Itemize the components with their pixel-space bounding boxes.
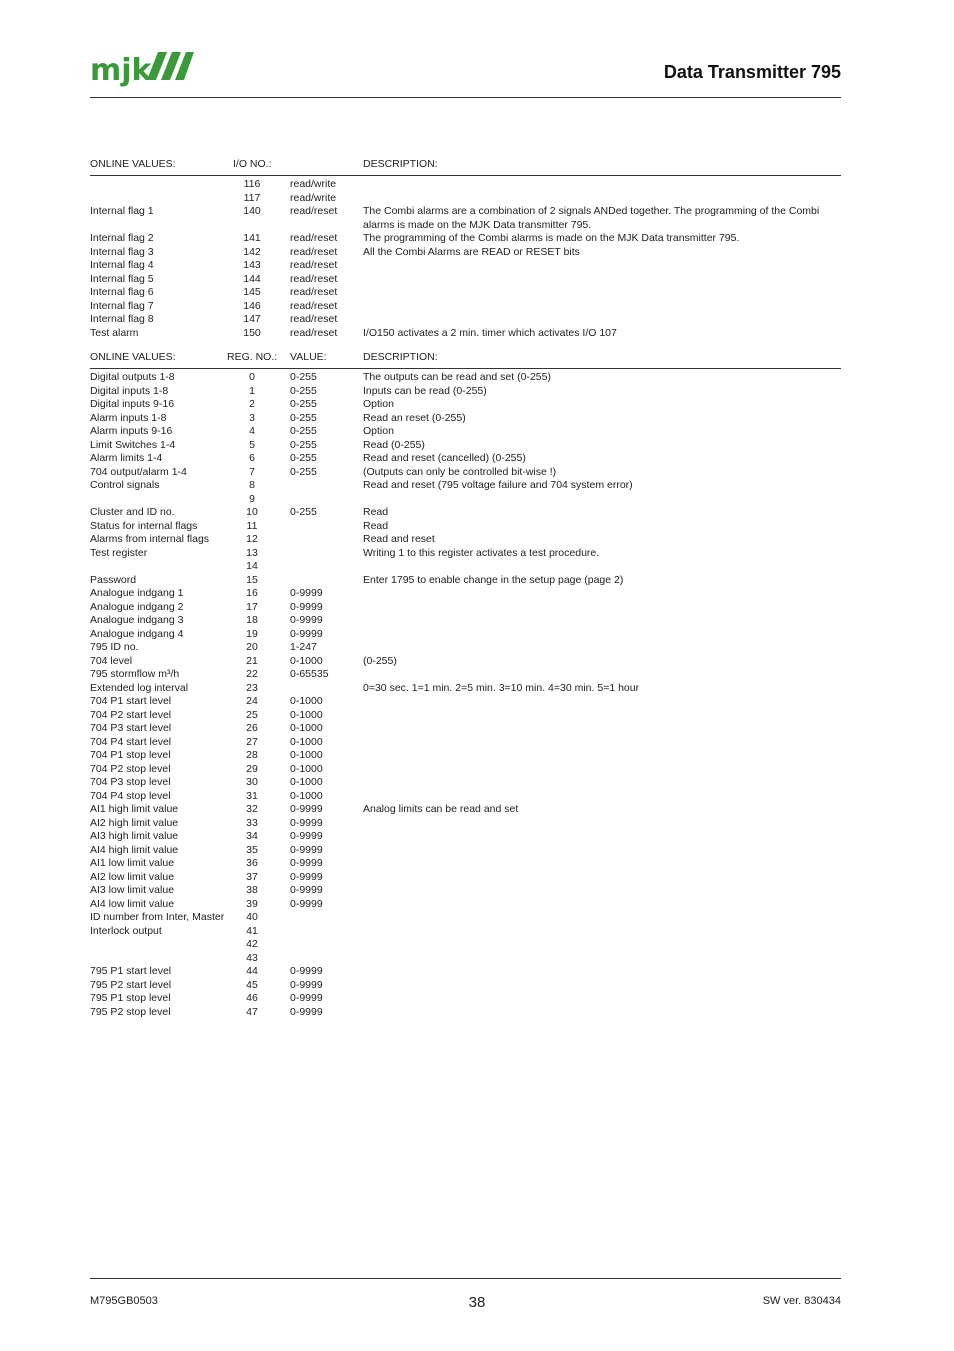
row-name: Analogue indgang 4: [90, 627, 184, 640]
row-name: Password: [90, 573, 137, 586]
row-number: 141: [243, 232, 261, 244]
row-number: 6: [249, 452, 255, 464]
row-name: 704 P3 start level: [90, 722, 172, 734]
table-row: [90, 871, 841, 885]
row-name: 795 P1 start level: [90, 965, 172, 977]
row-number: 25: [246, 708, 258, 721]
row-name: Control signals: [90, 479, 160, 491]
table-row: [90, 857, 841, 871]
table-row: [90, 803, 841, 817]
table-row: [90, 749, 841, 763]
table-row: [90, 965, 841, 979]
row-name: Internal flag 3: [90, 245, 154, 258]
row-value: 0-255: [290, 425, 317, 437]
col-value: VALUE:: [290, 351, 327, 363]
row-value: read/reset: [290, 326, 338, 339]
row-value: 0-1000: [290, 695, 323, 707]
row-name: ID number from Inter, Master: [90, 911, 225, 923]
table-row: [90, 385, 841, 399]
table-row: [90, 884, 841, 898]
table-row: [90, 898, 841, 912]
table-row: [90, 232, 841, 246]
row-number: 150: [243, 326, 261, 339]
row-name: Alarms from internal flags: [90, 533, 210, 545]
row-number: 46: [246, 992, 258, 1004]
row-name: Internal flag 7: [90, 299, 154, 312]
table-row: [90, 506, 841, 520]
page-number: 38: [468, 1294, 486, 1311]
row-description: (0-255): [363, 654, 397, 667]
row-name: AI1 low limit value: [90, 857, 175, 869]
row-value: 0-255: [290, 384, 317, 397]
row-number: 140: [243, 205, 261, 217]
row-name: 795 P2 stop level: [90, 1005, 171, 1018]
row-description: The Combi alarms are a combination of 2 signals ANDed together. The programming of the Combi alarms is made on the MJK Data transmitter 795.: [363, 205, 820, 231]
table-row: [90, 479, 841, 493]
row-name: AI3 high limit value: [90, 830, 179, 842]
row-description: Read an reset (0-255): [363, 411, 466, 424]
row-number: 32: [246, 803, 258, 815]
row-number: 42: [246, 938, 258, 950]
io-table-header: [90, 158, 841, 176]
table-row: [90, 695, 841, 709]
row-value: 0-1000: [290, 735, 323, 748]
row-number: 143: [243, 259, 261, 271]
row-name: 704 P3 stop level: [90, 776, 171, 788]
row-number: 15: [246, 573, 258, 586]
table-row: [90, 398, 841, 412]
row-description: Enter 1795 to enable change in the setup page (page 2): [363, 573, 624, 586]
table-row: [90, 273, 841, 287]
row-number: 30: [246, 776, 258, 788]
row-description: (Outputs can only be controlled bit-wise !): [363, 465, 557, 478]
row-number: 24: [246, 695, 258, 707]
table-row: [90, 722, 841, 736]
row-value: 0-255: [290, 411, 317, 424]
row-description: Read: [363, 519, 389, 532]
row-value: 0-9999: [290, 816, 323, 829]
row-name: Analogue indgang 1: [90, 587, 184, 599]
table-row: [90, 655, 841, 669]
row-number: 145: [243, 286, 261, 298]
row-value: 0-9999: [290, 884, 323, 896]
row-number: 12: [246, 533, 258, 545]
table-row: [90, 682, 841, 696]
row-number: 41: [246, 924, 258, 937]
table-row: [90, 614, 841, 628]
row-value: 0-9999: [290, 614, 323, 626]
col-io-no: I/O NO.:: [233, 158, 272, 170]
sw-version: SW ver. 830434: [762, 1295, 841, 1307]
col-description: DESCRIPTION:: [363, 158, 438, 170]
row-value: 0-9999: [290, 870, 323, 883]
register-table-header: [90, 351, 841, 369]
row-number: 37: [246, 870, 258, 883]
register-table: [90, 351, 841, 1019]
col-online-values: ONLINE VALUES:: [90, 158, 176, 170]
table-row: [90, 830, 841, 844]
row-number: 44: [246, 965, 258, 977]
row-description: All the Combi Alarms are READ or RESET bits: [363, 245, 580, 258]
row-name: 795 ID no.: [90, 641, 139, 653]
row-name: 704 P4 stop level: [90, 789, 171, 802]
table-row: [90, 246, 841, 260]
row-value: 0-1000: [290, 762, 323, 775]
row-value: 0-1000: [290, 789, 323, 802]
table-row: [90, 178, 841, 192]
row-name: Digital inputs 1-8: [90, 384, 169, 397]
logo-text: mjk: [90, 53, 152, 88]
row-number: 34: [246, 830, 258, 842]
row-number: 36: [246, 857, 258, 869]
row-value: 0-9999: [290, 992, 323, 1004]
row-description: Writing 1 to this register activates a test procedure.: [363, 546, 600, 559]
row-value: 0-65535: [290, 668, 329, 680]
row-name: Alarm inputs 9-16: [90, 425, 173, 437]
row-value: read/reset: [290, 205, 338, 217]
table-row: [90, 192, 841, 206]
row-value: 0-1000: [290, 749, 323, 761]
row-value: 0-1000: [290, 654, 323, 667]
row-value: read/write: [290, 178, 337, 190]
document-title: Data Transmitter 795: [663, 62, 841, 82]
table-row: [90, 560, 841, 574]
row-name: AI4 low limit value: [90, 897, 175, 910]
row-value: 0-255: [290, 465, 317, 478]
row-value: 0-1000: [290, 776, 323, 788]
table-row: [90, 736, 841, 750]
row-value: 0-9999: [290, 627, 323, 640]
row-name: Internal flag 6: [90, 286, 154, 298]
doc-code: M795GB0503: [90, 1295, 158, 1307]
row-number: 19: [246, 627, 258, 640]
table-row: [90, 259, 841, 273]
row-description: The outputs can be read and set (0-255): [363, 371, 551, 383]
row-number: 3: [249, 411, 255, 424]
row-name: Analogue indgang 3: [90, 614, 184, 626]
row-name: Status for internal flags: [90, 519, 198, 532]
table-row: [90, 574, 841, 588]
row-value: 0-9999: [290, 843, 323, 856]
row-name: Internal flag 1: [90, 205, 154, 217]
table-row: [90, 776, 841, 790]
row-number: 43: [246, 951, 258, 964]
table-row: [90, 628, 841, 642]
row-description: Read and reset (cancelled) (0-255): [363, 452, 526, 464]
row-number: 11: [246, 519, 258, 532]
row-number: 39: [246, 897, 258, 910]
row-number: 117: [243, 191, 261, 204]
row-value: 0-255: [290, 506, 317, 518]
row-number: 0: [249, 371, 255, 383]
row-name: Internal flag 8: [90, 313, 154, 325]
row-number: 35: [246, 843, 258, 856]
table-row: [90, 300, 841, 314]
row-number: 116: [243, 178, 261, 190]
row-value: read/reset: [290, 299, 338, 312]
row-value: read/reset: [290, 245, 338, 258]
row-value: 1-247: [290, 641, 317, 653]
row-number: 144: [243, 272, 261, 285]
row-value: 0-1000: [290, 708, 323, 721]
row-number: 1: [249, 384, 255, 397]
col-online-values: ONLINE VALUES:: [90, 351, 176, 363]
row-value: 0-9999: [290, 830, 323, 842]
row-value: 0-9999: [290, 897, 323, 910]
row-name: 704 output/alarm 1-4: [90, 465, 187, 478]
table-row: [90, 371, 841, 385]
row-value: read/reset: [290, 232, 338, 244]
row-name: Alarm limits 1-4: [90, 452, 163, 464]
row-value: 0-255: [290, 438, 317, 451]
row-description: The programming of the Combi alarms is made on the MJK Data transmitter 795.: [363, 232, 740, 244]
row-description: Inputs can be read (0-255): [363, 384, 487, 397]
row-description: Read and reset (795 voltage failure and 704 system error): [363, 479, 633, 491]
row-number: 14: [246, 560, 258, 572]
row-name: Internal flag 2: [90, 232, 154, 244]
row-name: 704 P1 start level: [90, 695, 172, 707]
row-number: 47: [246, 1005, 258, 1018]
row-number: 29: [246, 762, 258, 775]
row-name: Analogue indgang 2: [90, 600, 184, 613]
row-description: Read and reset: [363, 533, 435, 545]
row-description: Option: [363, 425, 394, 437]
row-name: Digital outputs 1-8: [90, 371, 175, 383]
table-row: [90, 205, 841, 232]
row-number: 31: [246, 789, 258, 802]
row-name: 704 P2 stop level: [90, 762, 171, 775]
row-name: Internal flag 4: [90, 259, 154, 271]
row-number: 33: [246, 816, 258, 829]
row-name: 704 level: [90, 654, 133, 667]
row-number: 16: [246, 587, 258, 599]
row-name: Limit Switches 1-4: [90, 438, 176, 451]
table-row: [90, 587, 841, 601]
mjk-logo: [90, 50, 194, 92]
row-name: 704 P4 start level: [90, 735, 172, 748]
row-value: read/reset: [290, 259, 338, 271]
row-number: 23: [246, 681, 258, 694]
row-description: Option: [363, 398, 394, 410]
row-name: AI2 low limit value: [90, 870, 175, 883]
table-row: [90, 547, 841, 561]
table-row: [90, 520, 841, 534]
col-reg-no: REG. NO.:: [227, 351, 278, 363]
row-name: AI4 high limit value: [90, 843, 179, 856]
table-row: [90, 763, 841, 777]
table-row: [90, 1006, 841, 1020]
row-description: 0=30 sec. 1=1 min. 2=5 min. 3=10 min. 4=30 min. 5=1 hour: [363, 681, 640, 694]
row-name: Internal flag 5: [90, 272, 154, 285]
table-row: [90, 327, 841, 341]
row-name: Interlock output: [90, 924, 162, 937]
row-name: AI3 low limit value: [90, 884, 175, 896]
row-value: read/reset: [290, 313, 338, 325]
table-row: [90, 925, 841, 939]
row-number: 27: [246, 735, 258, 748]
row-number: 20: [246, 641, 258, 653]
row-value: 0-9999: [290, 978, 323, 991]
table-row: [90, 493, 841, 507]
table-row: [90, 952, 841, 966]
row-number: 13: [246, 546, 258, 559]
table-row: [90, 601, 841, 615]
table-row: [90, 817, 841, 831]
table-row: [90, 992, 841, 1006]
row-value: 0-9999: [290, 803, 323, 815]
row-value: 0-255: [290, 452, 317, 464]
row-value: read/write: [290, 191, 337, 204]
io-table: [90, 158, 841, 340]
row-number: 17: [246, 600, 258, 613]
table-row: [90, 844, 841, 858]
row-number: 5: [249, 438, 255, 451]
table-row: [90, 439, 841, 453]
io-table-body: [90, 178, 841, 340]
col-description: DESCRIPTION:: [363, 351, 438, 363]
row-value: 0-9999: [290, 857, 323, 869]
row-value: 0-255: [290, 371, 317, 383]
row-name: 795 P2 start level: [90, 978, 172, 991]
row-number: 18: [246, 614, 258, 626]
row-description: Analog limits can be read and set: [363, 803, 519, 815]
row-value: 0-9999: [290, 1005, 323, 1018]
row-number: 22: [246, 668, 258, 680]
row-name: 795 stormflow m³/h: [90, 668, 180, 680]
table-row: [90, 313, 841, 327]
row-number: 9: [249, 492, 255, 505]
row-value: 0-9999: [290, 587, 323, 599]
row-description: I/O150 activates a 2 min. timer which activates I/O 107: [363, 326, 617, 339]
table-row: [90, 790, 841, 804]
table-row: [90, 911, 841, 925]
row-name: 795 P1 stop level: [90, 992, 171, 1004]
row-name: Digital inputs 9-16: [90, 398, 175, 410]
row-name: Extended log interval: [90, 681, 189, 694]
row-number: 2: [249, 398, 255, 410]
row-value: 0-9999: [290, 600, 323, 613]
row-name: Cluster and ID no.: [90, 506, 175, 518]
row-number: 45: [246, 978, 258, 991]
row-number: 7: [249, 465, 255, 478]
row-name: Alarm inputs 1-8: [90, 411, 167, 424]
table-row: [90, 938, 841, 952]
row-number: 28: [246, 749, 258, 761]
row-name: Test register: [90, 546, 148, 559]
row-number: 147: [243, 313, 261, 325]
footer-divider: [90, 1278, 841, 1279]
row-number: 146: [243, 299, 261, 312]
table-row: [90, 533, 841, 547]
row-value: read/reset: [290, 272, 338, 285]
row-number: 8: [249, 479, 255, 491]
table-row: [90, 979, 841, 993]
row-number: 38: [246, 884, 258, 896]
row-name: 704 P2 start level: [90, 708, 172, 721]
table-row: [90, 425, 841, 439]
row-value: 0-1000: [290, 722, 323, 734]
row-number: 10: [246, 506, 258, 518]
row-name: AI1 high limit value: [90, 803, 179, 815]
row-number: 21: [246, 654, 258, 667]
row-value: read/reset: [290, 286, 338, 298]
table-row: [90, 452, 841, 466]
row-name: 704 P1 stop level: [90, 749, 171, 761]
row-number: 142: [243, 245, 261, 258]
row-value: 0-255: [290, 398, 317, 410]
table-row: [90, 466, 841, 480]
row-number: 4: [249, 425, 255, 437]
table-row: [90, 668, 841, 682]
row-number: 26: [246, 722, 258, 734]
table-row: [90, 412, 841, 426]
table-row: [90, 641, 841, 655]
row-description: Read (0-255): [363, 438, 425, 451]
table-row: [90, 709, 841, 723]
row-description: Read: [363, 506, 389, 518]
row-name: AI2 high limit value: [90, 816, 179, 829]
row-number: 40: [246, 911, 258, 923]
register-table-body: [90, 371, 841, 1019]
row-name: Test alarm: [90, 326, 139, 339]
header-divider: [90, 97, 841, 98]
table-row: [90, 286, 841, 300]
row-value: 0-9999: [290, 965, 323, 977]
